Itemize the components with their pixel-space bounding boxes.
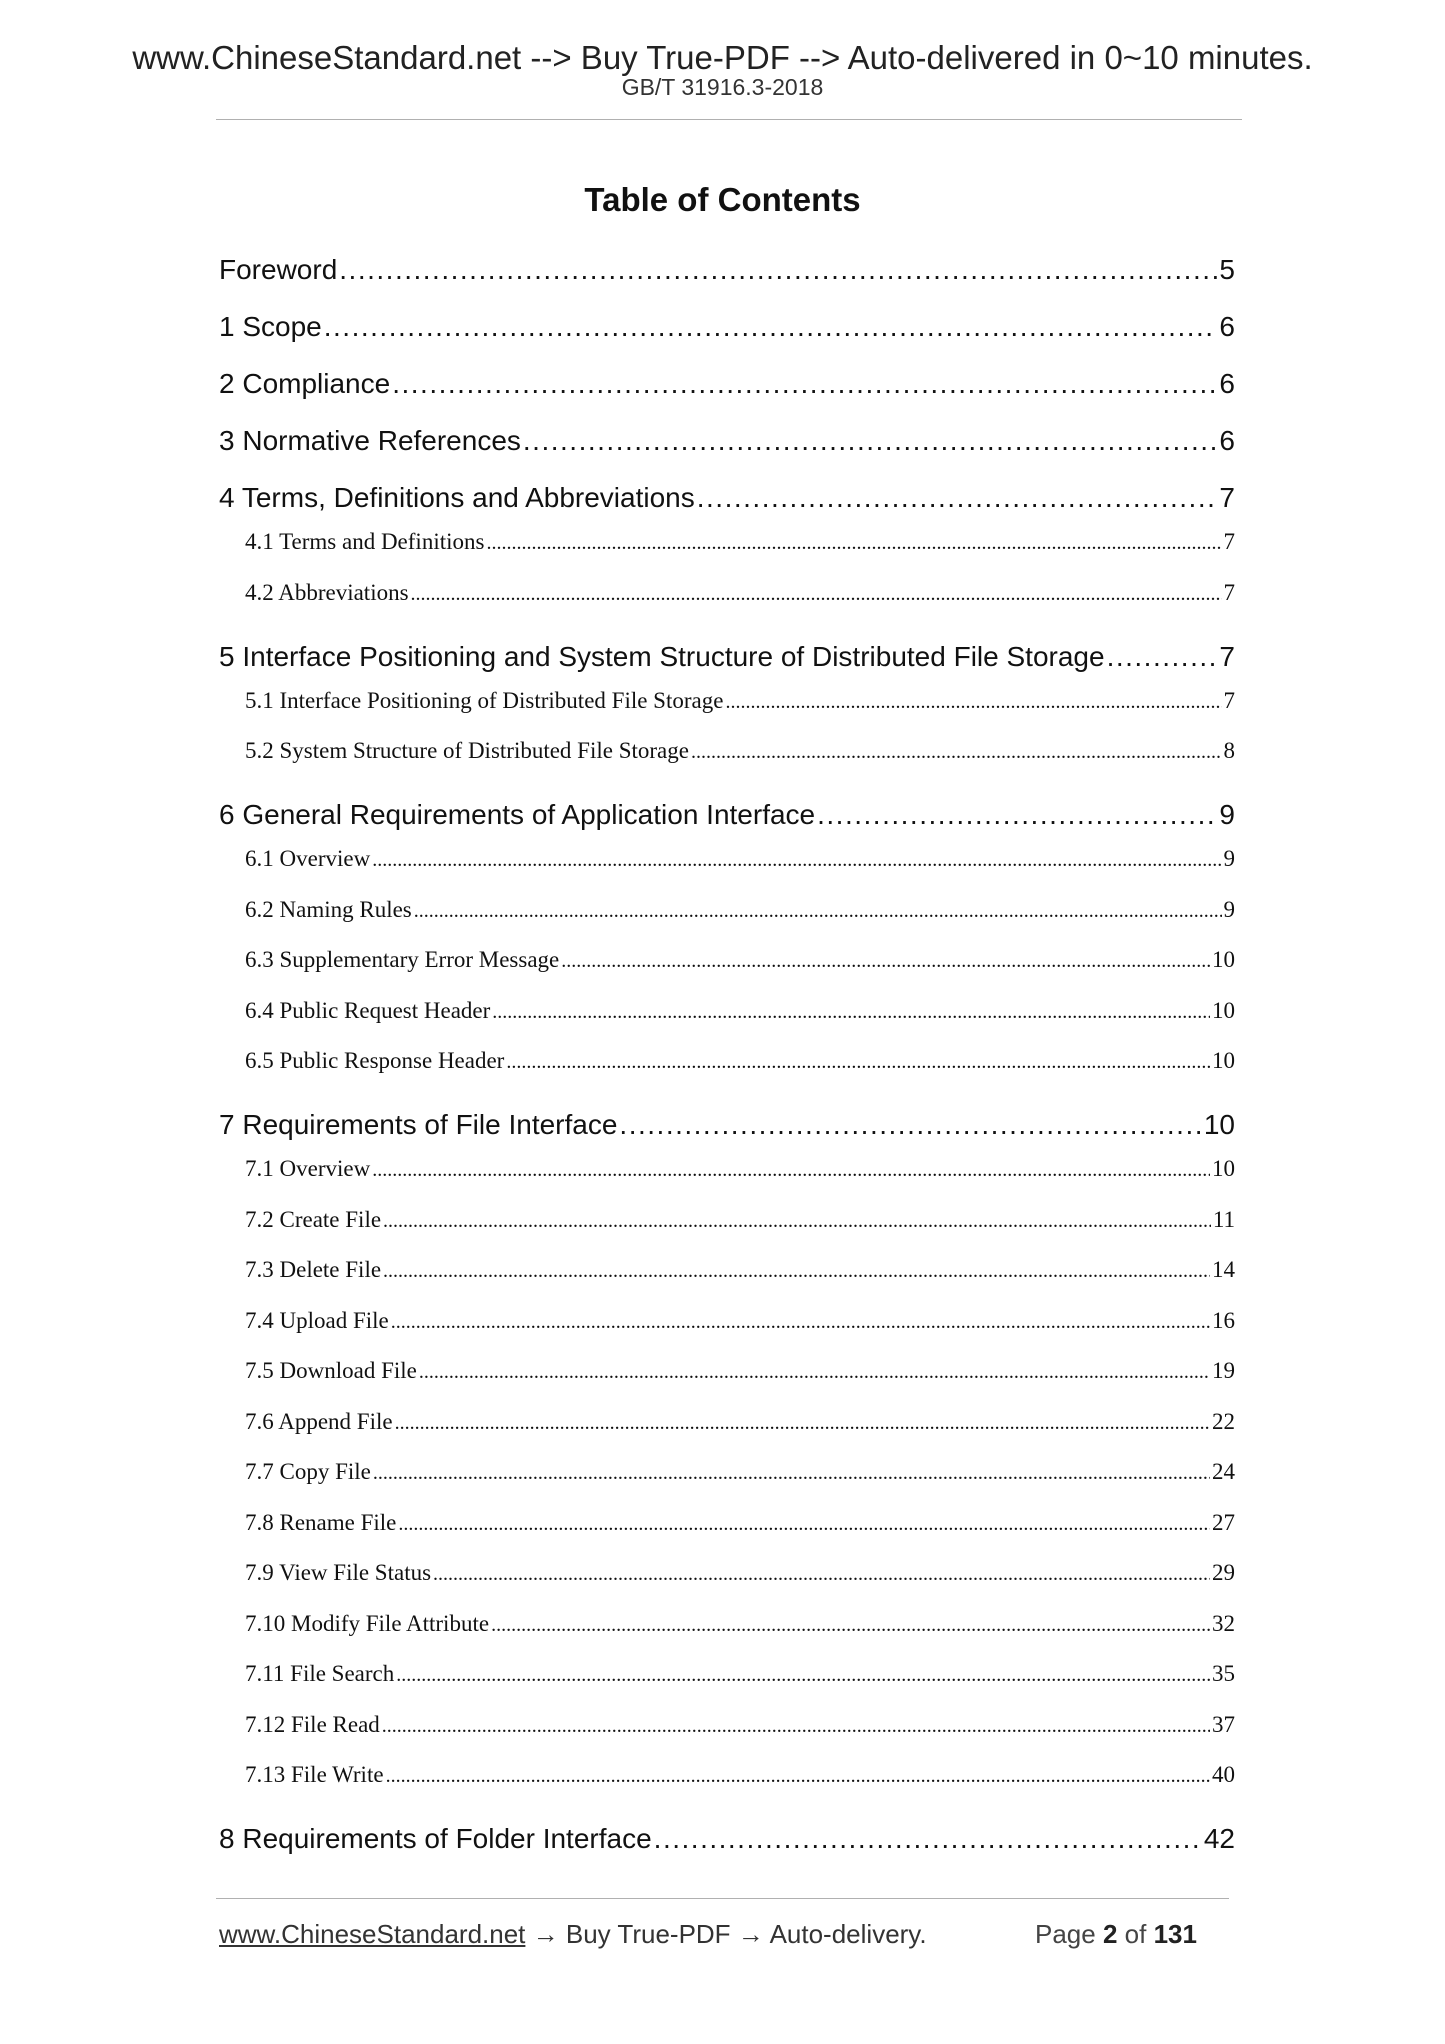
toc-entry-page: 5 (1219, 254, 1235, 285)
toc-leader-dots (561, 947, 1210, 975)
toc-entry-label: 7.9 View File Status (245, 1560, 432, 1585)
toc-entry-page: 10 (1212, 947, 1235, 972)
toc-entry[interactable] (245, 1357, 1235, 1386)
toc-entry-label: 6.5 Public Response Header (245, 1048, 505, 1073)
toc-entry-label: 7.11 File Search (245, 1661, 395, 1686)
toc-entry-page: 14 (1212, 1257, 1235, 1282)
toc-entry-label: 2 Compliance (219, 368, 391, 399)
toc-leader-dots (383, 1207, 1211, 1235)
toc-leader-dots (419, 1358, 1210, 1386)
page-indicator (1035, 1918, 1197, 1950)
footer-tagline: → Buy True-PDF → Auto-delivery. (525, 1919, 927, 1949)
toc-leader-dots (411, 580, 1222, 608)
toc-leader-dots (1107, 639, 1218, 675)
toc-leader-dots (697, 480, 1218, 516)
toc-leader-dots (372, 1156, 1210, 1184)
toc-entry-page: 11 (1212, 1206, 1235, 1232)
toc-entry-page: 6 (1219, 311, 1235, 342)
toc-entry-label: 7 Requirements of File Interface (219, 1109, 618, 1140)
toc-leader-dots (324, 309, 1218, 345)
toc-entry[interactable] (245, 737, 1235, 766)
toc-entry[interactable] (245, 1559, 1235, 1588)
toc-leader-dots (398, 1510, 1210, 1538)
toc-leader-dots (492, 998, 1210, 1026)
toc-entry[interactable] (245, 1155, 1235, 1184)
toc-leader-dots (395, 1409, 1210, 1437)
toc-leader-dots (383, 1257, 1210, 1285)
toc-entry-page: 7 (1223, 529, 1235, 554)
toc-leader-dots (339, 252, 1217, 288)
toc-entry[interactable] (219, 797, 1235, 833)
toc-entry[interactable] (245, 1408, 1235, 1437)
toc-entry-page: 9 (1223, 896, 1235, 922)
toc-entry-page: 7 (1219, 640, 1235, 672)
toc-entry-label: 6 General Requirements of Application Interface (219, 799, 816, 830)
toc-leader-dots (433, 1560, 1210, 1588)
toc-entry-label: 7.13 File Write (245, 1762, 384, 1787)
toc-entry[interactable] (245, 845, 1235, 874)
toc-leader-dots (725, 688, 1221, 716)
toc-entry-label: 7.5 Download File (245, 1358, 417, 1383)
toc-leader-dots (373, 1459, 1210, 1487)
toc-entry-page: 24 (1212, 1459, 1235, 1484)
toc-entry[interactable] (245, 1256, 1235, 1285)
toc-leader-dots (491, 1611, 1210, 1639)
toc-leader-dots (391, 1308, 1210, 1336)
header-divider (216, 119, 1242, 120)
toc-entry[interactable] (245, 1307, 1235, 1336)
toc-entry[interactable] (245, 1206, 1235, 1235)
toc-entry[interactable] (245, 946, 1235, 975)
toc-entry[interactable] (219, 480, 1235, 516)
toc-entry-page: 9 (1219, 799, 1235, 830)
standard-number: GB/T 31916.3-2018 (621, 74, 824, 100)
toc-entry-page: 9 (1223, 846, 1235, 871)
toc-entry-page: 37 (1212, 1711, 1235, 1737)
toc-entry[interactable] (219, 252, 1235, 288)
toc-entry-page: 7 (1223, 579, 1235, 605)
footer-divider (216, 1898, 1229, 1899)
toc-entry-page: 40 (1212, 1762, 1235, 1787)
toc-entry[interactable] (245, 1509, 1235, 1538)
toc-entry-label: Foreword (219, 254, 338, 285)
toc-leader-dots (386, 1762, 1210, 1790)
toc-entry-label: 5 Interface Positioning and System Structure of Distributed File Storage (219, 640, 1105, 672)
toc-entry[interactable] (245, 1711, 1235, 1740)
toc-entry-label: 7.7 Copy File (245, 1459, 371, 1484)
toc-entry-label: 3 Normative References (219, 425, 521, 456)
toc-entry[interactable] (219, 1107, 1235, 1143)
toc-entry-page: 16 (1212, 1307, 1235, 1333)
toc-entry[interactable] (245, 687, 1235, 716)
toc-entry-page: 32 (1212, 1610, 1235, 1636)
page-of: of (1117, 1919, 1154, 1949)
toc-entry[interactable] (245, 579, 1235, 608)
toc-leader-dots (619, 1107, 1201, 1143)
toc-entry-page: 7 (1219, 482, 1235, 513)
toc-entry-page: 27 (1212, 1509, 1235, 1535)
toc-leader-dots (523, 423, 1218, 459)
footer-site-link[interactable]: www.ChineseStandard.net (219, 1919, 526, 1949)
toc-entry-label: 5.2 System Structure of Distributed File Storage (245, 738, 689, 763)
toc-entry[interactable] (245, 1047, 1235, 1076)
page-current: 2 (1102, 1919, 1118, 1949)
toc-entry-label: 6.4 Public Request Header (245, 997, 491, 1023)
toc-entry[interactable] (245, 997, 1235, 1026)
toc-leader-dots (414, 897, 1222, 925)
toc-entry-label: 7.8 Rename File (245, 1509, 397, 1535)
toc-entry[interactable] (245, 1610, 1235, 1639)
page-total: 131 (1153, 1919, 1197, 1949)
toc-entry-page: 22 (1212, 1408, 1235, 1434)
toc-entry-page: 42 (1203, 1823, 1235, 1854)
toc-entry-page: 19 (1212, 1358, 1235, 1383)
toc-entry-label: 6.1 Overview (245, 846, 371, 871)
toc-entry-label: 1 Scope (219, 311, 322, 342)
toc-entry-label: 4.2 Abbreviations (245, 579, 409, 605)
toc-entry[interactable] (219, 639, 1235, 675)
toc-leader-dots (691, 738, 1222, 766)
toc-entry-label: 6.2 Naming Rules (245, 896, 412, 922)
toc-entry-label: 7.6 Append File (245, 1408, 393, 1434)
toc-entry-page: 6 (1219, 368, 1235, 399)
toc-entry-page: 6 (1219, 425, 1235, 456)
header-banner: www.ChineseStandard.net --> Buy True-PDF --> Auto-delivered in 0~10 minutes. (132, 39, 1313, 76)
toc-entry[interactable] (219, 1821, 1235, 1857)
toc-entry-page: 29 (1212, 1560, 1235, 1585)
toc-entry-label: 6.3 Supplementary Error Message (245, 947, 560, 972)
page-prefix: Page (1035, 1919, 1103, 1949)
toc-entry-page: 10 (1212, 1156, 1235, 1181)
toc-entry-label: 7.10 Modify File Attribute (245, 1610, 490, 1636)
toc-entry-label: 7.3 Delete File (245, 1257, 382, 1282)
toc-leader-dots (817, 797, 1217, 833)
toc-entry[interactable] (219, 366, 1235, 402)
toc-entry-label: 7.1 Overview (245, 1156, 371, 1181)
toc-leader-dots (506, 1048, 1210, 1076)
toc-entry-page: 7 (1223, 687, 1235, 713)
toc-entry-label: 8 Requirements of Folder Interface (219, 1823, 652, 1854)
toc-entry-label: 5.1 Interface Positioning of Distributed File Storage (245, 687, 724, 713)
toc-entry[interactable] (245, 528, 1235, 557)
toc-entry[interactable] (245, 896, 1235, 925)
toc-leader-dots (654, 1821, 1202, 1857)
toc-leader-dots (382, 1712, 1210, 1740)
toc-entry-page: 8 (1223, 738, 1235, 763)
toc-entry-page: 10 (1212, 1048, 1235, 1073)
toc-entry-label: 4 Terms, Definitions and Abbreviations (219, 482, 695, 513)
toc-title: Table of Contents (584, 181, 861, 218)
toc-entry-page: 10 (1212, 997, 1235, 1023)
toc-entry[interactable] (219, 309, 1235, 345)
toc-leader-dots (396, 1661, 1210, 1689)
toc-leader-dots (372, 846, 1221, 874)
toc-entry-label: 7.4 Upload File (245, 1307, 389, 1333)
toc-entry[interactable] (245, 1761, 1235, 1790)
toc-leader-dots (392, 366, 1217, 402)
footer-left (219, 1918, 927, 1950)
toc-entry[interactable] (245, 1458, 1235, 1487)
toc-entry-label: 7.12 File Read (245, 1711, 380, 1737)
toc-leader-dots (486, 529, 1221, 557)
toc-entry-label: 4.1 Terms and Definitions (245, 529, 485, 554)
toc-entry-label: 7.2 Create File (245, 1206, 382, 1232)
toc-entry-page: 10 (1203, 1109, 1235, 1140)
toc-entry[interactable] (219, 423, 1235, 459)
toc-entry[interactable] (245, 1660, 1235, 1689)
toc-entry-page: 35 (1212, 1661, 1235, 1686)
